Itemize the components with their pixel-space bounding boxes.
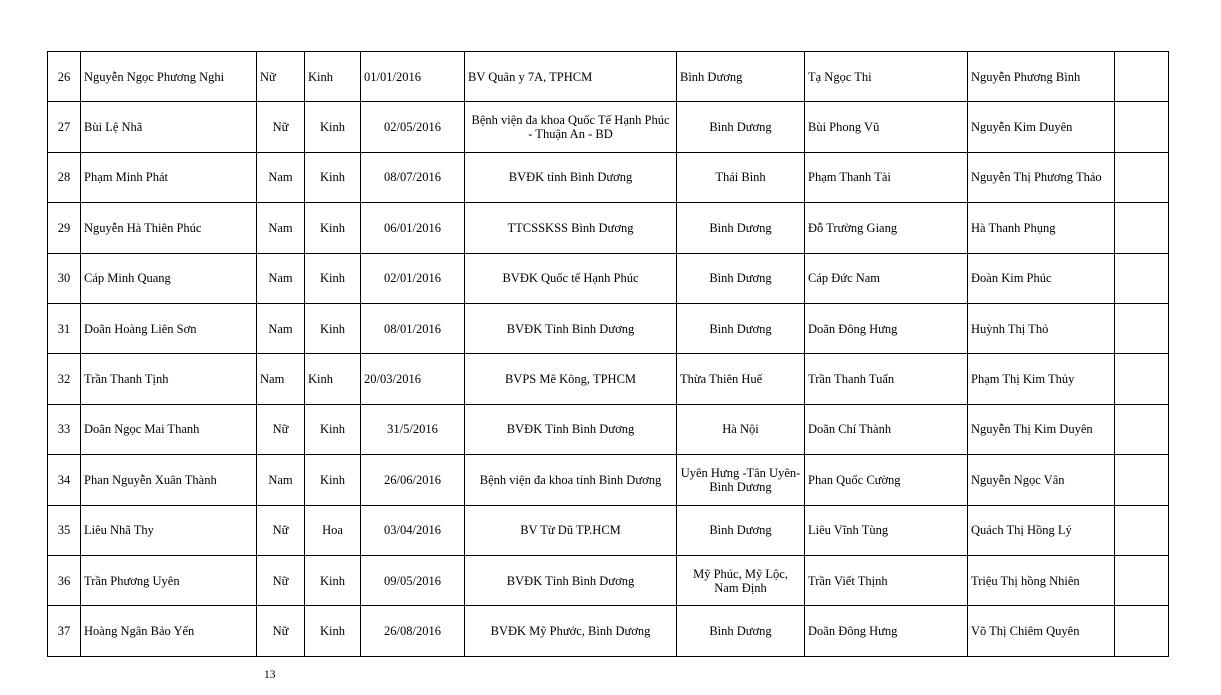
note-cell [1115,455,1169,505]
mother-name-cell: Phạm Thị Kim Thủy [968,354,1115,404]
stt-cell: 28 [48,152,81,202]
hometown-cell: Mỹ Phúc, Mỹ Lộc, Nam Định [677,555,805,605]
mother-name-cell: Huỳnh Thị Thỏ [968,303,1115,353]
father-name-cell: Trần Viết Thịnh [805,555,968,605]
note-cell [1115,354,1169,404]
ethnicity-cell: Kinh [305,102,361,152]
ethnicity-cell: Kinh [305,52,361,102]
dob-cell: 09/05/2016 [361,555,465,605]
father-name-cell: Phạm Thanh Tài [805,152,968,202]
hometown-cell: Bình Dương [677,52,805,102]
birthplace-cell: BVPS Mê Kông, TPHCM [465,354,677,404]
ethnicity-cell: Kinh [305,606,361,656]
mother-name-cell: Đoàn Kim Phúc [968,253,1115,303]
dob-cell: 31/5/2016 [361,404,465,454]
birthplace-cell: BVĐK Tỉnh Bình Dương [465,404,677,454]
stt-cell: 33 [48,404,81,454]
birthplace-cell: Bệnh viện đa khoa Quốc Tế Hạnh Phúc - Thuận An - BD [465,102,677,152]
table-row [48,455,1169,505]
name-cell: Phan Nguyễn Xuân Thành [81,455,257,505]
hometown-cell: Uyên Hưng -Tân Uyên-Bình Dương [677,455,805,505]
table-row [48,555,1169,605]
table-row [48,203,1169,253]
ethnicity-cell: Kinh [305,303,361,353]
hometown-cell: Bình Dương [677,102,805,152]
father-name-cell: Phan Quốc Cường [805,455,968,505]
note-cell [1115,303,1169,353]
birthplace-cell: TTCSSKSS Bình Dương [465,203,677,253]
hometown-cell: Bình Dương [677,303,805,353]
name-cell: Doãn Ngọc Mai Thanh [81,404,257,454]
note-cell [1115,404,1169,454]
note-cell [1115,606,1169,656]
dob-cell: 26/08/2016 [361,606,465,656]
ethnicity-cell: Kinh [305,455,361,505]
stt-cell: 29 [48,203,81,253]
mother-name-cell: Võ Thị Chiêm Quyên [968,606,1115,656]
table-row [48,606,1169,656]
note-cell [1115,505,1169,555]
name-cell: Trần Thanh Tịnh [81,354,257,404]
mother-name-cell: Quách Thị Hồng Lý [968,505,1115,555]
table-row [48,152,1169,202]
mother-name-cell: Nguyễn Thị Phương Thảo [968,152,1115,202]
roster-body [48,52,1169,657]
page-number: 13 [264,669,276,681]
dob-cell: 26/06/2016 [361,455,465,505]
mother-name-cell: Nguyễn Phương Bình [968,52,1115,102]
hometown-cell: Bình Dương [677,203,805,253]
hometown-cell: Bình Dương [677,505,805,555]
father-name-cell: Liêu Vĩnh Tùng [805,505,968,555]
stt-cell: 35 [48,505,81,555]
student-roster-table [47,51,1169,657]
dob-cell: 02/05/2016 [361,102,465,152]
father-name-cell: Trần Thanh Tuấn [805,354,968,404]
name-cell: Trần Phương Uyên [81,555,257,605]
father-name-cell: Doãn Đông Hưng [805,303,968,353]
mother-name-cell: Nguyễn Ngọc Vân [968,455,1115,505]
ethnicity-cell: Kinh [305,354,361,404]
stt-cell: 30 [48,253,81,303]
gender-cell: Nam [257,203,305,253]
name-cell: Phạm Minh Phát [81,152,257,202]
hometown-cell: Hà Nội [677,404,805,454]
ethnicity-cell: Kinh [305,152,361,202]
dob-cell: 02/01/2016 [361,253,465,303]
gender-cell: Nữ [257,404,305,454]
hometown-cell: Bình Dương [677,253,805,303]
dob-cell: 01/01/2016 [361,52,465,102]
table-row [48,303,1169,353]
gender-cell: Nam [257,253,305,303]
father-name-cell: Cáp Đức Nam [805,253,968,303]
ethnicity-cell: Kinh [305,404,361,454]
birthplace-cell: BVĐK Tỉnh Bình Dương [465,303,677,353]
gender-cell: Nữ [257,52,305,102]
name-cell: Nguyễn Ngọc Phương Nghi [81,52,257,102]
ethnicity-cell: Kinh [305,203,361,253]
hometown-cell: Thừa Thiên Huế [677,354,805,404]
note-cell [1115,203,1169,253]
father-name-cell: Bùi Phong Vũ [805,102,968,152]
gender-cell: Nam [257,152,305,202]
gender-cell: Nữ [257,606,305,656]
stt-cell: 27 [48,102,81,152]
name-cell: Doãn Hoàng Liên Sơn [81,303,257,353]
father-name-cell: Tạ Ngọc Thi [805,52,968,102]
gender-cell: Nam [257,303,305,353]
name-cell: Nguyễn Hà Thiên Phúc [81,203,257,253]
dob-cell: 20/03/2016 [361,354,465,404]
birthplace-cell: BVĐK Quốc tế Hạnh Phúc [465,253,677,303]
stt-cell: 32 [48,354,81,404]
birthplace-cell: BVĐK Mỹ Phước, Bình Dương [465,606,677,656]
table-row [48,102,1169,152]
table-row [48,505,1169,555]
table-row [48,52,1169,102]
note-cell [1115,555,1169,605]
stt-cell: 26 [48,52,81,102]
ethnicity-cell: Kinh [305,555,361,605]
hometown-cell: Bình Dương [677,606,805,656]
note-cell [1115,152,1169,202]
table-row [48,354,1169,404]
ethnicity-cell: Kinh [305,253,361,303]
table-row [48,253,1169,303]
ethnicity-cell: Hoa [305,505,361,555]
note-cell [1115,253,1169,303]
mother-name-cell: Nguyễn Thị Kim Duyên [968,404,1115,454]
birthplace-cell: BV Quân y 7A, TPHCM [465,52,677,102]
birthplace-cell: BVĐK tỉnh Bình Dương [465,152,677,202]
gender-cell: Nữ [257,555,305,605]
note-cell [1115,52,1169,102]
note-cell [1115,102,1169,152]
name-cell: Bùi Lệ Nhã [81,102,257,152]
birthplace-cell: Bệnh viện đa khoa tỉnh Bình Dương [465,455,677,505]
gender-cell: Nam [257,354,305,404]
mother-name-cell: Triệu Thị hồng Nhiên [968,555,1115,605]
name-cell: Cáp Minh Quang [81,253,257,303]
gender-cell: Nam [257,455,305,505]
table-row [48,404,1169,454]
birthplace-cell: BVĐK Tỉnh Bình Dương [465,555,677,605]
gender-cell: Nữ [257,505,305,555]
dob-cell: 03/04/2016 [361,505,465,555]
stt-cell: 36 [48,555,81,605]
hometown-cell: Thái Bình [677,152,805,202]
gender-cell: Nữ [257,102,305,152]
dob-cell: 08/07/2016 [361,152,465,202]
name-cell: Hoàng Ngân Bảo Yến [81,606,257,656]
dob-cell: 06/01/2016 [361,203,465,253]
stt-cell: 34 [48,455,81,505]
mother-name-cell: Nguyễn Kim Duyên [968,102,1115,152]
stt-cell: 37 [48,606,81,656]
father-name-cell: Doãn Chí Thành [805,404,968,454]
stt-cell: 31 [48,303,81,353]
father-name-cell: Đỗ Trường Giang [805,203,968,253]
mother-name-cell: Hà Thanh Phụng [968,203,1115,253]
name-cell: Liêu Nhã Thy [81,505,257,555]
father-name-cell: Doãn Đông Hưng [805,606,968,656]
dob-cell: 08/01/2016 [361,303,465,353]
birthplace-cell: BV Từ Dũ TP.HCM [465,505,677,555]
